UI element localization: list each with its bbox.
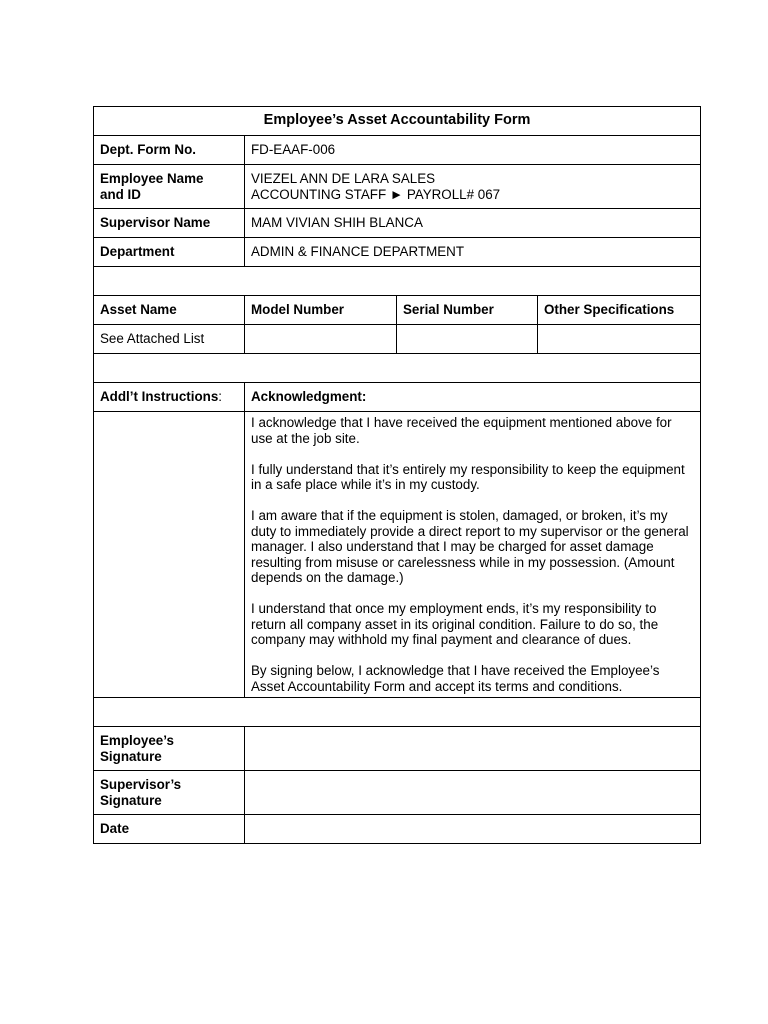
employee-value (245, 165, 701, 209)
department-value: ADMIN & FINANCE DEPARTMENT (245, 238, 701, 267)
title-row (94, 107, 701, 136)
asset-name-header: Asset Name (94, 296, 245, 325)
ack-paragraph: I acknowledge that I have received the equipment mentioned above for use at the job site. (251, 415, 672, 446)
employee-id-value: ACCOUNTING STAFF ► PAYROLL# 067 (251, 186, 501, 202)
employee-signature-label-line2: Signature (100, 748, 162, 764)
supervisor-label: Supervisor Name (94, 209, 245, 238)
supervisor-signature-label-line1: Supervisor’s (100, 777, 182, 792)
employee-label-line2: and ID (100, 186, 141, 202)
other-specifications-cell (538, 325, 701, 354)
supervisor-signature-label-line2: Signature (100, 792, 162, 808)
employee-label (94, 165, 245, 209)
instructions-label-colon: : (218, 389, 223, 405)
spacer-row (94, 267, 701, 296)
employee-label-line1: Employee Name (100, 171, 204, 186)
supervisor-value: MAM VIVIAN SHIH BLANCA (245, 209, 701, 238)
dept-form-no-label: Dept. Form No. (94, 136, 245, 165)
instructions-cell (94, 412, 245, 698)
employee-signature-row (94, 727, 701, 771)
dept-form-no-row (94, 136, 701, 165)
instructions-body-row (94, 412, 701, 698)
ack-paragraph: I fully understand that it’s entirely my responsibility to keep the equipment in a safe place while it’s in my custody. (251, 461, 685, 492)
supervisor-row (94, 209, 701, 238)
ack-paragraph: By signing below, I acknowledge that I have received the Employee’s Asset Accountability Form and accept its terms and conditions. (251, 663, 660, 694)
employee-signature-field[interactable] (245, 727, 701, 771)
other-specifications-header: Other Specifications (538, 296, 701, 325)
dept-form-no-value: FD-EAAF-006 (245, 136, 701, 165)
asset-name-cell: See Attached List (94, 325, 245, 354)
instructions-label (94, 383, 245, 412)
employee-signature-label-line1: Employee’s (100, 733, 174, 748)
spacer-row (94, 698, 701, 727)
date-row (94, 815, 701, 844)
employee-name-value: VIEZEL ANN DE LARA SALES (251, 171, 436, 186)
serial-number-header: Serial Number (397, 296, 538, 325)
supervisor-signature-row (94, 771, 701, 815)
department-label: Department (94, 238, 245, 267)
date-label: Date (94, 815, 245, 844)
serial-number-cell (397, 325, 538, 354)
acknowledgment-heading: Acknowledgment: (245, 383, 701, 412)
spacer-cell (94, 267, 701, 296)
model-number-header: Model Number (245, 296, 397, 325)
employee-signature-label (94, 727, 245, 771)
department-row (94, 238, 701, 267)
model-number-cell (245, 325, 397, 354)
acknowledgment-body (245, 412, 701, 698)
form-title: Employee’s Asset Accountability Form (94, 107, 701, 136)
supervisor-signature-label (94, 771, 245, 815)
asset-accountability-form (93, 106, 701, 844)
spacer-row (94, 354, 701, 383)
instructions-label-text: Addl’t Instructions (100, 389, 219, 405)
asset-row (94, 325, 701, 354)
spacer-cell (94, 354, 701, 383)
date-field[interactable] (245, 815, 701, 844)
spacer-cell (94, 698, 701, 727)
employee-row (94, 165, 701, 209)
ack-paragraph: I am aware that if the equipment is stolen, damaged, or broken, it’s my duty to immediately provide a direct report to my supervisor or the general manager. I also understand that I may be charged for asset damage resulting from misuse or carelessness while in my possession. (Amount depends on the damage.) (251, 508, 689, 585)
ack-paragraph: I understand that once my employment ends, it’s my responsibility to return all company asset in its original condition. Failure to do so, the company may withhold my final payment and clearance of dues. (251, 601, 659, 647)
supervisor-signature-field[interactable] (245, 771, 701, 815)
instructions-header-row (94, 383, 701, 412)
asset-header-row (94, 296, 701, 325)
